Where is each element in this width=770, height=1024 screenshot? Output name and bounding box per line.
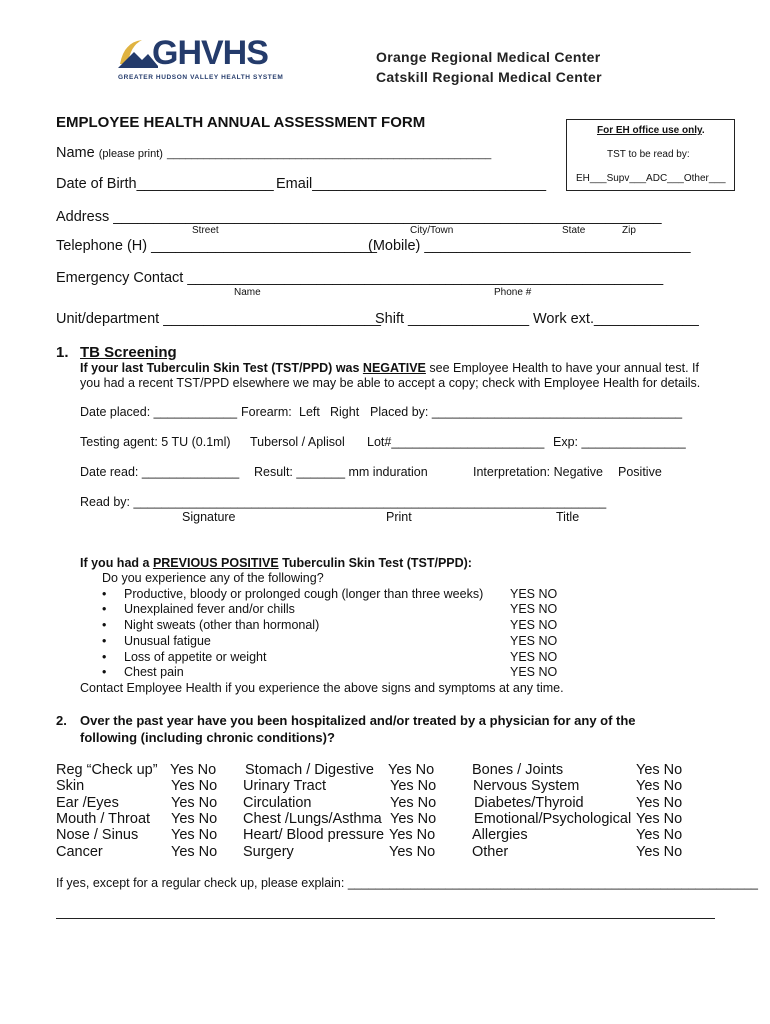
name-field[interactable] — [56, 145, 491, 161]
symptom-item: • Night sweats (other than hormonal) — [124, 618, 319, 632]
dob-field[interactable]: Date of Birth_________________ — [56, 176, 274, 192]
prev-post: Tuberculin Skin Test (TST/PPD): — [278, 556, 472, 570]
condition-yes-no[interactable]: Yes No — [389, 827, 436, 843]
condition-col2: Surgery — [243, 844, 294, 860]
office-box-title-text: For EH office use only — [597, 125, 702, 136]
logo-text: GHVHS — [152, 34, 268, 72]
q2-number: 2. — [56, 713, 67, 728]
telephone-field[interactable]: Telephone (H) ____________________________ — [56, 238, 377, 254]
condition-yes-no[interactable]: Yes No — [388, 762, 435, 778]
condition-yes-no[interactable]: Yes No — [390, 778, 437, 794]
prev-pre: If you had a — [80, 556, 153, 570]
symptom-item: • Productive, bloody or prolonged cough (longer than three weeks) — [124, 587, 483, 601]
shift-field[interactable]: Shift _______________ — [375, 311, 530, 327]
tb-intro-2: you had a recent TST/PPD elsewhere we may be able to accept a copy; check with Employee Health for details. — [80, 376, 701, 390]
print-label: Print — [386, 510, 412, 524]
condition-yes-no[interactable]: Yes No — [389, 844, 436, 860]
condition-col1: Skin — [56, 778, 85, 794]
condition-col1: Mouth / Throat — [56, 811, 151, 827]
q2-line-1: Over the past year have you been hospitalized and/or treated by a physician for any of the — [80, 713, 636, 728]
address-field[interactable]: Address ____________________________________________________________________ — [56, 209, 662, 225]
condition-yes-no[interactable]: Yes No — [636, 778, 683, 794]
emergency-phone-label: Phone # — [494, 287, 532, 298]
work-ext-field[interactable]: Work ext._____________ — [533, 311, 699, 327]
condition-yes-no[interactable]: Yes No — [170, 762, 217, 778]
condition-yes-no[interactable]: Yes No — [636, 844, 683, 860]
title-label: Title — [556, 510, 580, 524]
condition-col2: Circulation — [243, 795, 312, 811]
symptom-yes-no[interactable]: YES NO — [510, 602, 558, 616]
explain-line[interactable] — [56, 918, 715, 919]
condition-col3: Other — [472, 844, 509, 860]
forearm-label: Forearm: — [241, 405, 292, 419]
forearm-left-option[interactable]: Left — [299, 405, 320, 419]
unit-field[interactable]: Unit/department ___________________________ — [56, 311, 381, 327]
name-hint: (please print) — [98, 148, 163, 160]
address-street-label: Street — [192, 225, 219, 236]
symptom-item: • Unusual fatigue — [124, 634, 211, 648]
experience-question: Do you experience any of the following? — [102, 571, 324, 585]
tb-heading: TB Screening — [80, 344, 177, 361]
condition-col3: Diabetes/Thyroid — [474, 795, 584, 811]
office-box-title — [597, 125, 705, 136]
symptom-yes-no[interactable]: YES NO — [510, 618, 558, 632]
condition-yes-no[interactable]: Yes No — [636, 811, 683, 827]
condition-yes-no[interactable]: Yes No — [636, 795, 683, 811]
address-city-label: City/Town — [410, 225, 454, 236]
address-zip-label: Zip — [622, 225, 636, 236]
forearm-right-option[interactable]: Right — [330, 405, 360, 419]
tb-intro-post: see Employee Health to have your annual test. If — [425, 361, 699, 375]
symptom-yes-no[interactable]: YES NO — [510, 665, 558, 679]
tb-intro-1 — [80, 361, 699, 375]
condition-col1: Nose / Sinus — [56, 827, 139, 843]
address-state-label: State — [562, 225, 586, 236]
tb-heading-number: 1. — [56, 344, 69, 361]
mobile-field[interactable]: (Mobile) _________________________________ — [368, 238, 691, 254]
result-field[interactable]: Result: _______ mm induration — [254, 465, 428, 479]
name-label: Name — [56, 145, 95, 161]
tst-read-by: TST to be read by: — [607, 149, 690, 160]
condition-yes-no[interactable]: Yes No — [171, 778, 218, 794]
q2-line-2: following (including chronic conditions)? — [80, 730, 335, 745]
condition-col3: Allergies — [472, 827, 528, 843]
condition-yes-no[interactable]: Yes No — [390, 795, 437, 811]
interpretation-positive[interactable]: Positive — [618, 465, 662, 479]
lot-field[interactable]: Lot#______________________ — [367, 435, 545, 449]
reader-options: EH___Supv___ADC___Other___ — [576, 173, 726, 184]
signature-label: Signature — [182, 510, 236, 524]
date-read-field[interactable]: Date read: ______________ — [80, 465, 240, 479]
condition-yes-no[interactable]: Yes No — [171, 795, 218, 811]
symptom-yes-no[interactable]: YES NO — [510, 587, 558, 601]
condition-yes-no[interactable]: Yes No — [636, 762, 683, 778]
exp-field[interactable]: Exp: _______________ — [553, 435, 686, 449]
interpretation-negative[interactable]: Interpretation: Negative — [473, 465, 603, 479]
tb-intro-pre: If your last Tuberculin Skin Test (TST/PPD) was — [80, 361, 363, 375]
condition-col1: Cancer — [56, 844, 103, 860]
condition-col2: Chest /Lungs/Asthma — [243, 811, 382, 827]
previous-positive-heading — [80, 556, 472, 570]
symptom-yes-no[interactable]: YES NO — [510, 650, 558, 664]
name-line: _____________________________________________________ — [166, 148, 492, 160]
placed-by-field[interactable]: Placed by: ____________________________________ — [370, 405, 683, 419]
tb-intro-negative: NEGATIVE — [362, 361, 426, 375]
emergency-contact-field[interactable]: Emergency Contact ___________________________________________________________ — [56, 270, 664, 286]
office-box-title-suffix: . — [701, 125, 705, 136]
explain-field[interactable]: If yes, except for a regular check up, please explain: ___________________________________________________________ — [56, 876, 758, 890]
symptom-item: • Chest pain — [124, 665, 184, 679]
condition-col1: Reg “Check up” — [56, 762, 158, 778]
prev-positive: PREVIOUS POSITIVE — [152, 556, 279, 570]
read-by-field[interactable]: Read by: ____________________________________________________________________ — [80, 495, 607, 509]
office-use-box — [566, 119, 735, 191]
email-field[interactable]: Email_____________________________ — [276, 176, 547, 192]
condition-yes-no[interactable]: Yes No — [171, 844, 218, 860]
hospital-name-1: Orange Regional Medical Center — [376, 49, 601, 65]
testing-agent-label: Testing agent: 5 TU (0.1ml) — [80, 435, 231, 449]
condition-col3: Emotional/Psychological — [474, 811, 632, 827]
date-placed-field[interactable]: Date placed: ____________ — [80, 405, 238, 419]
logo — [116, 34, 284, 86]
condition-col3: Bones / Joints — [472, 762, 564, 778]
symptom-yes-no[interactable]: YES NO — [510, 634, 558, 648]
condition-yes-no[interactable]: Yes No — [636, 827, 683, 843]
hospital-name-2: Catskill Regional Medical Center — [376, 69, 602, 85]
condition-yes-no[interactable]: Yes No — [171, 811, 218, 827]
condition-col2: Urinary Tract — [243, 778, 326, 794]
condition-yes-no[interactable]: Yes No — [171, 827, 218, 843]
condition-col3: Nervous System — [473, 778, 580, 794]
condition-col1: Ear /Eyes — [56, 795, 119, 811]
contact-note: Contact Employee Health if you experience the above signs and symptoms at any time. — [80, 681, 564, 695]
symptom-item: • Unexplained fever and/or chills — [124, 602, 295, 616]
form-title: EMPLOYEE HEALTH ANNUAL ASSESSMENT FORM — [56, 114, 426, 131]
emergency-name-label: Name — [234, 287, 261, 298]
condition-col2: Stomach / Digestive — [245, 762, 374, 778]
condition-yes-no[interactable]: Yes No — [390, 811, 437, 827]
condition-col2: Heart/ Blood pressure — [243, 827, 385, 843]
symptom-item: • Loss of appetite or weight — [124, 650, 266, 664]
logo-tagline: GREATER HUDSON VALLEY HEALTH SYSTEM — [118, 74, 284, 81]
tubersol-aplisol-option[interactable]: Tubersol / Aplisol — [250, 435, 345, 449]
